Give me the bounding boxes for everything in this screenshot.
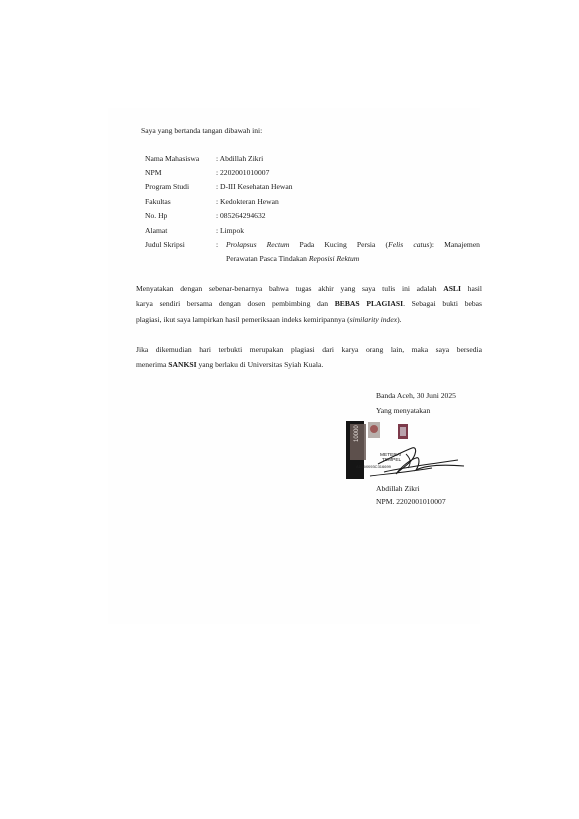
sanction-line1: Jika dikemudian hari terbukti merupakan plagiasi dari karya orang lain, maka saya bersedia <box>136 345 482 354</box>
meterai-stamp-signature <box>340 418 470 490</box>
field-label-npm: NPM <box>145 168 162 177</box>
field-label-phone: No. Hp <box>145 211 168 220</box>
stamp-serial: ADAMX93C316699 <box>356 464 391 469</box>
field-label-thesis: Judul Skripsi <box>145 240 185 249</box>
declaration-line3: plagiasi, ikut saya lampirkan hasil pemeriksaan indeks kemiripannya (similarity index). <box>136 315 402 324</box>
field-value-program: : D-III Kesehatan Hewan <box>216 182 293 191</box>
field-value-npm: : 2202001010007 <box>216 168 270 177</box>
field-value-name: : Abdillah Zikri <box>216 154 264 163</box>
intro-text: Saya yang bertanda tangan dibawah ini: <box>141 126 263 135</box>
declaration-line1: Menyatakan dengan sebenar-benarnya bahwa tugas akhir yang saya tulis ini adalah ASLI hasil <box>136 284 482 293</box>
thesis-colon: : <box>216 240 219 249</box>
field-value-faculty: : Kedokteran Hewan <box>216 197 279 206</box>
stamp-text-meterai: METERAI <box>380 453 402 458</box>
field-value-phone: : 085264294632 <box>216 211 266 220</box>
declaration-line2: karya sendiri bersama dengan dosen pembimbing dan BEBAS PLAGIASI. Sebagai bukti bebas <box>136 299 482 308</box>
field-label-faculty: Fakultas <box>145 197 171 206</box>
statement-label: Yang menyatakan <box>376 406 431 415</box>
sanction-line2: menerima SANKSI yang berlaku di Universitas Syiah Kuala. <box>136 360 324 369</box>
thesis-title-line1: Prolapsus Rectum Pada Kucing Persia (Felis catus): Manajemen <box>226 240 480 249</box>
place-date: Banda Aceh, 30 Juni 2025 <box>376 391 456 400</box>
field-label-name: Nama Mahasiswa <box>145 154 200 163</box>
signatory-npm: NPM. 2202001010007 <box>376 497 446 506</box>
svg-text:10000: 10000 <box>354 425 360 442</box>
thesis-title-line2: Perawatan Pasca Tindakan Reposisi Rektum <box>226 254 360 263</box>
field-label-address: Alamat <box>145 226 168 235</box>
signatory-name: Abdillah Zikri <box>376 484 420 493</box>
field-value-address: : Limpok <box>216 226 245 235</box>
field-label-program: Program Studi <box>145 182 190 191</box>
stamp-text-tempel: TEMPEL <box>382 458 402 463</box>
